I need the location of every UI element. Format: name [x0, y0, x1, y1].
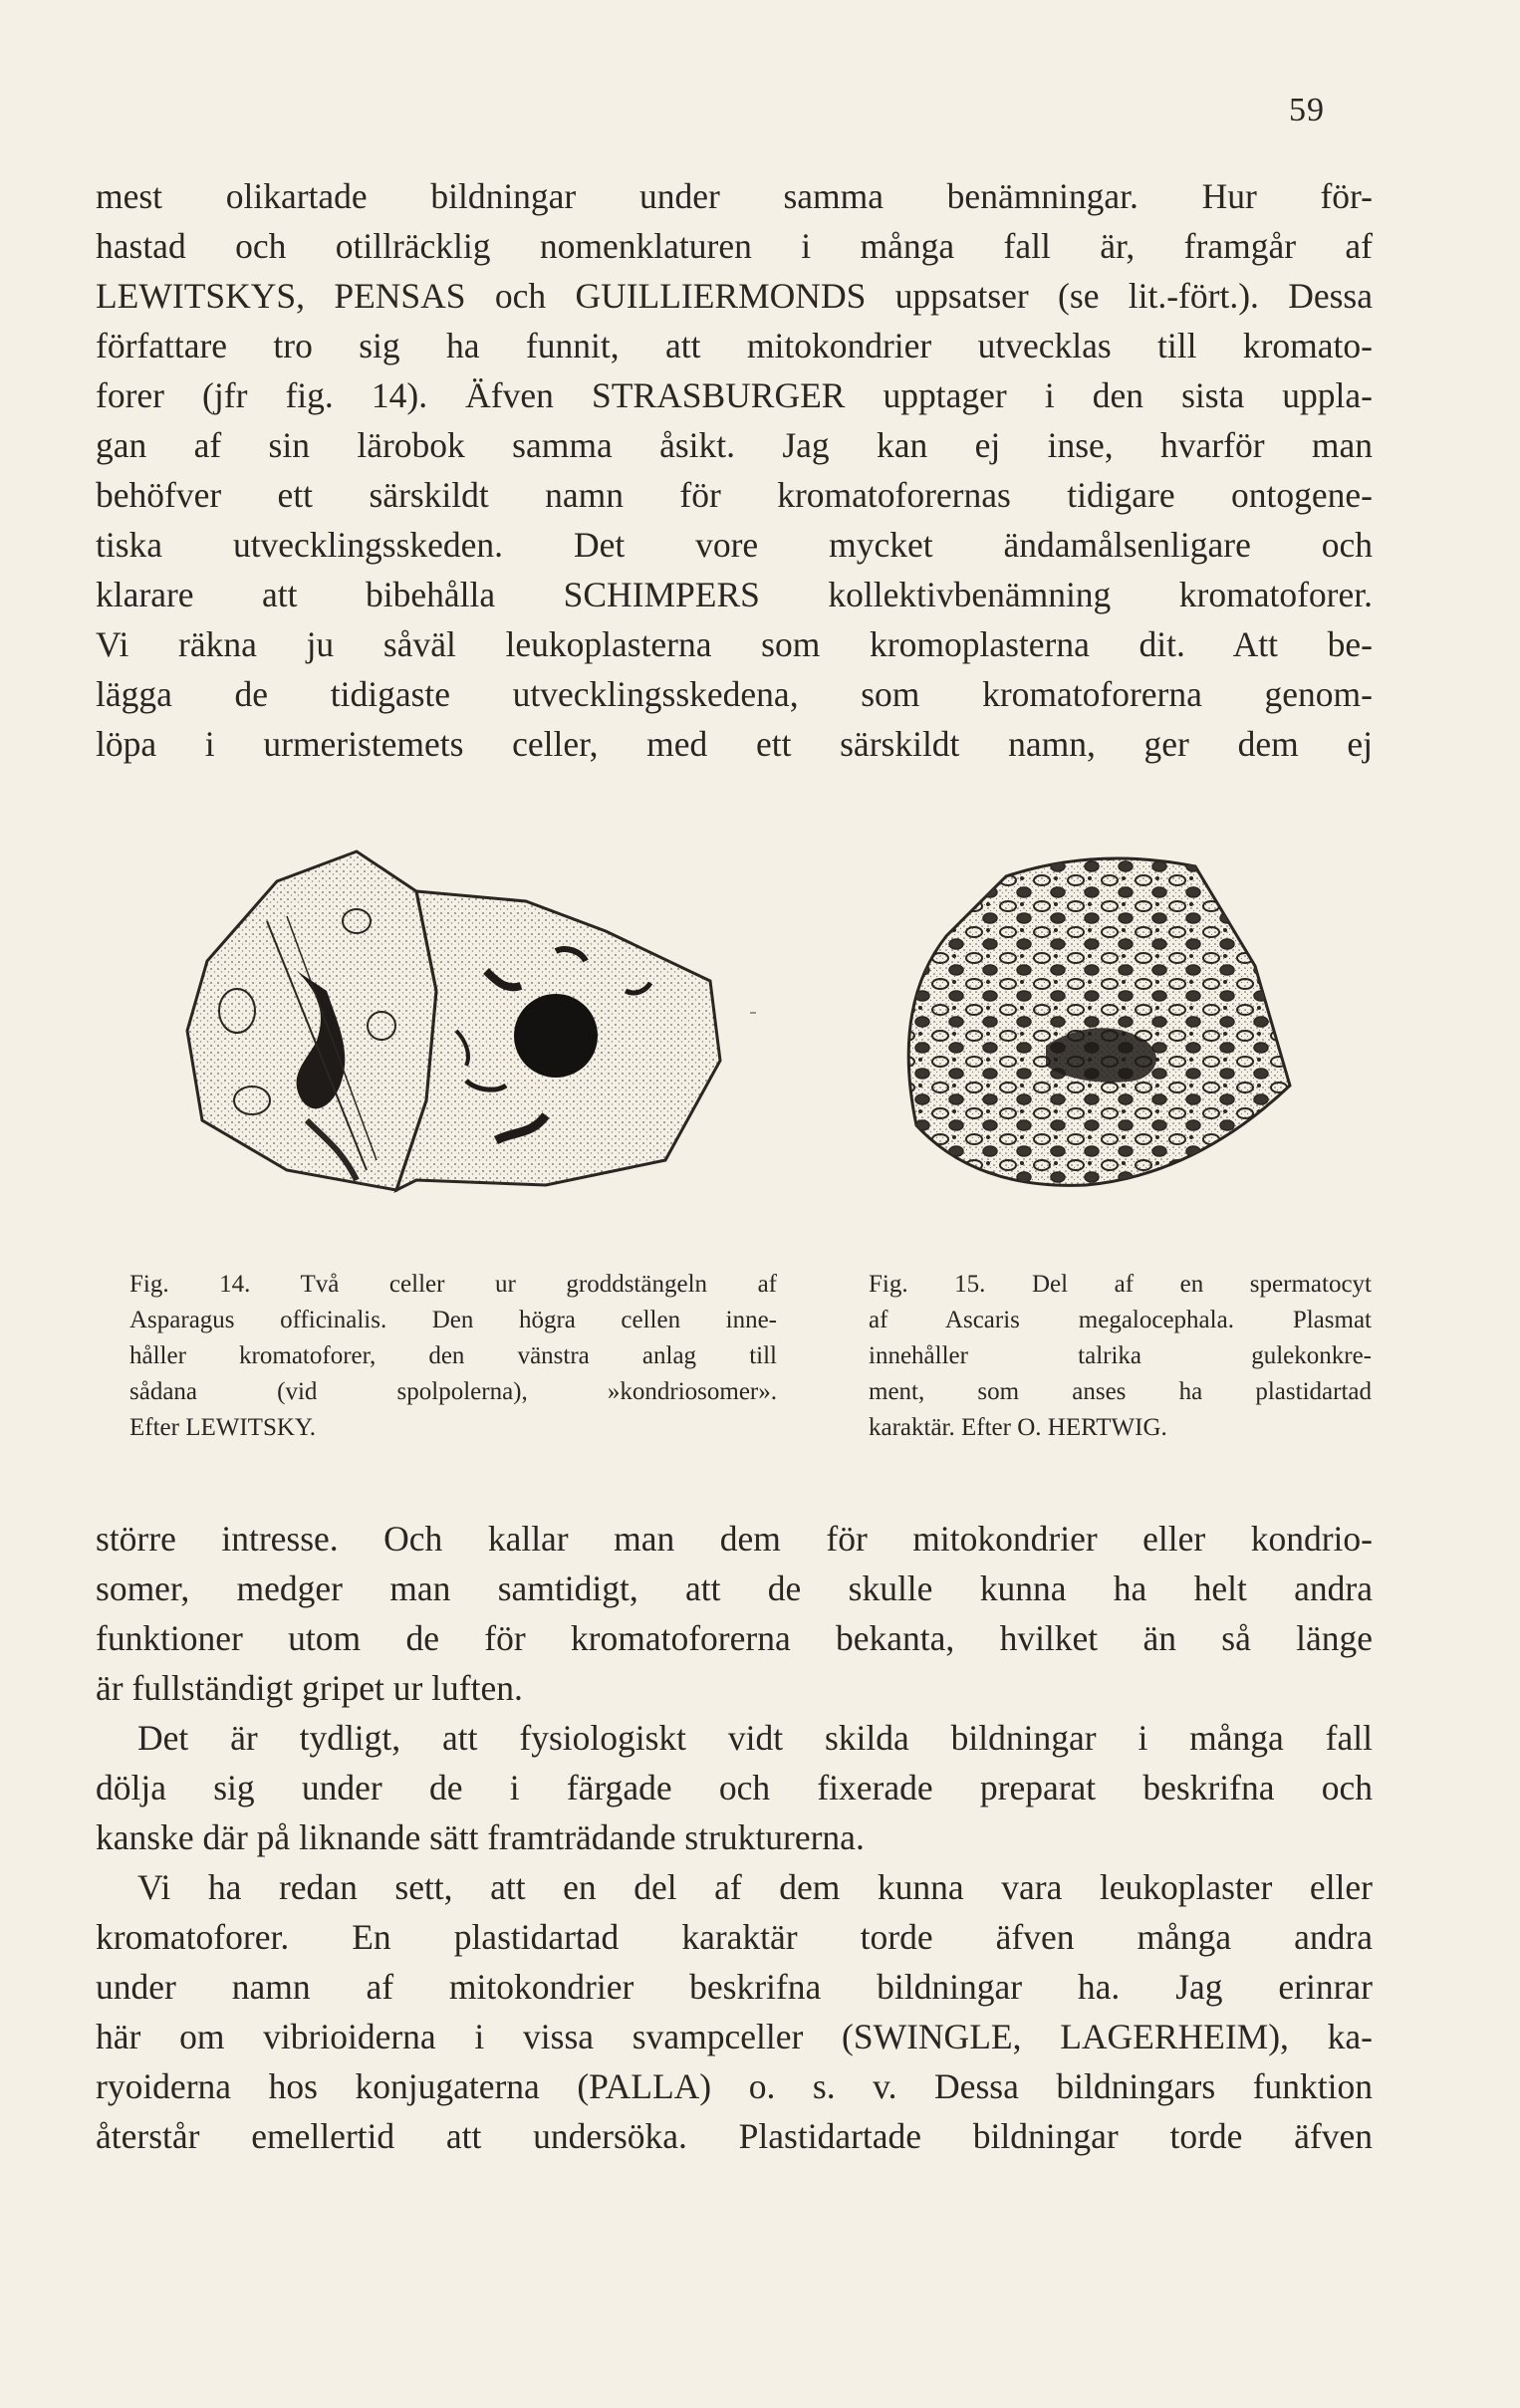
text-line: LEWITSKYS, PENSAS och GUILLIERMONDS uppsatser (se lit.-fört.). Dessa	[96, 276, 1373, 316]
top-paragraph	[96, 171, 1373, 769]
page-number: 59	[1289, 92, 1325, 128]
text-line: kromatoforer. En plastidartad karaktär torde äfven många andra	[96, 1917, 1373, 1957]
nucleus	[514, 994, 598, 1078]
text-line: här om vibrioiderna i vissa svampceller (SWINGLE, LAGERHEIM), ka-	[96, 2017, 1373, 2056]
text-line: under namn af mitokondrier beskrifna bildningar ha. Jag erinrar	[96, 1967, 1373, 2007]
figure-14-caption	[129, 1267, 777, 1446]
text-line: större intresse. Och kallar man dem för mitokondrier eller kondrio-	[96, 1519, 1373, 1559]
stray-mark	[750, 1012, 756, 1014]
caption-line: ment, som anses ha plastidartad	[869, 1378, 1372, 1405]
text-line: funktioner utom de för kromatoforerna bekanta, hvilket än så länge	[96, 1618, 1373, 1658]
text-line: hastad och otillräcklig nomenklaturen i många fall är, framgår af	[96, 226, 1373, 266]
caption-line: håller kromatoforer, den vänstra anlag till	[129, 1342, 777, 1369]
granule-concrements	[908, 858, 1290, 1185]
bottom-paragraphs	[96, 1514, 1373, 2161]
text-line: forer (jfr fig. 14). Äfven STRASBURGER upptager i den sista uppla-	[96, 375, 1373, 415]
text-line: ryoiderna hos konjugaterna (PALLA) o. s. v. Dessa bildningars funktion	[96, 2066, 1373, 2106]
text-line: behöfver ett särskildt namn för kromatoforernas tidigare ontogene-	[96, 475, 1373, 515]
figure-15-illustration	[896, 846, 1295, 1200]
text-line: mest olikartade bildningar under samma benämningar. Hur för-	[96, 176, 1373, 216]
text-line: är fullständigt gripet ur luften.	[96, 1668, 523, 1708]
text-line: gan af sin lärobok samma åsikt. Jag kan ej inse, hvarför man	[96, 425, 1373, 465]
caption-line: innehåller talrika gulekonkre-	[869, 1342, 1372, 1369]
text-line: löpa i urmeristemets celler, med ett särskildt namn, ger dem ej	[96, 724, 1373, 764]
text-line: tiska utvecklingsskeden. Det vore mycket ändamålsenligare och	[96, 525, 1373, 565]
text-line: återstår emellertid att undersöka. Plastidartade bildningar torde äfven	[96, 2116, 1373, 2156]
left-cell-outline	[187, 851, 436, 1190]
caption-line: af Ascaris megalocephala. Plasmat	[869, 1307, 1372, 1333]
text-line: klarare att bibehålla SCHIMPERS kollektivbenämning kromatoforer.	[96, 575, 1373, 614]
text-line: författare tro sig ha funnit, att mitokondrier utvecklas till kromato-	[96, 326, 1373, 365]
figure-14-illustration	[167, 842, 725, 1210]
text-line: lägga de tidigaste utvecklingsskedena, som kromatoforerna genom-	[96, 674, 1373, 714]
caption-line: Fig. 15. Del af en spermatocyt	[869, 1271, 1372, 1298]
caption-line: sådana (vid spolpolerna), »kondriosomer».	[129, 1378, 777, 1405]
caption-line: Efter LEWITSKY.	[129, 1414, 316, 1441]
text-line: somer, medger man samtidigt, att de skulle kunna ha helt andra	[96, 1568, 1373, 1608]
text-line: kanske där på liknande sätt framträdande strukturerna.	[96, 1817, 865, 1857]
spermatocyte-drawing	[896, 846, 1295, 1200]
text-line: Det är tydligt, att fysiologiskt vidt skilda bildningar i många fall	[137, 1718, 1373, 1758]
caption-line: Asparagus officinalis. Den högra cellen inne-	[129, 1307, 777, 1333]
text-line: dölja sig under de i färgade och fixerade preparat beskrifna och	[96, 1768, 1373, 1807]
caption-line: karaktär. Efter O. HERTWIG.	[869, 1414, 1167, 1441]
text-line: Vi räkna ju såväl leukoplasterna som kromoplasterna dit. Att be-	[96, 624, 1373, 664]
figure-15-caption	[869, 1267, 1372, 1446]
text-line: Vi ha redan sett, att en del af dem kunna vara leukoplaster eller	[137, 1867, 1373, 1907]
caption-line: Fig. 14. Två celler ur groddstängeln af	[129, 1271, 777, 1298]
cells-drawing	[167, 842, 725, 1210]
